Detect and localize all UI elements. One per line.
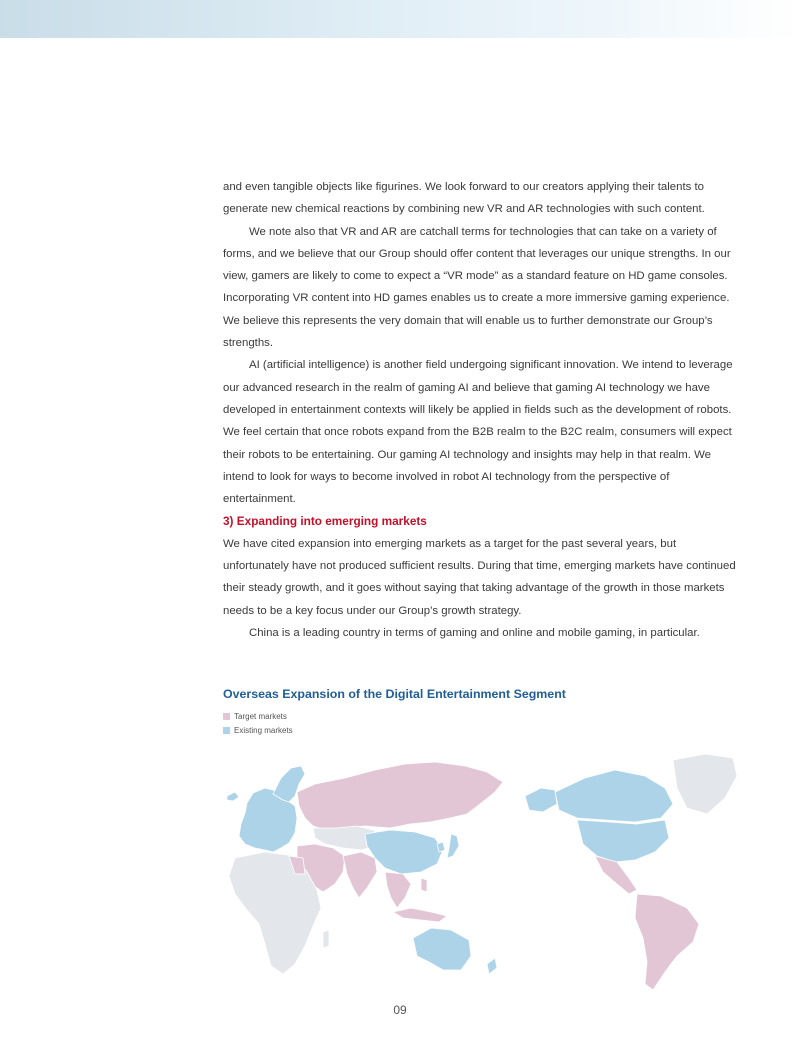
map-region-usa bbox=[577, 820, 669, 862]
legend-label: Existing markets bbox=[234, 725, 293, 735]
map-region-australia bbox=[413, 928, 471, 970]
map-title: Overseas Expansion of the Digital Entertainment Segment bbox=[223, 687, 566, 701]
legend-swatch-target bbox=[223, 713, 230, 720]
paragraph: China is a leading country in terms of gaming and online and mobile gaming, in particular. bbox=[249, 626, 700, 639]
map-region-new-zealand bbox=[487, 958, 497, 974]
map-region-south-america bbox=[635, 894, 699, 990]
map-legend bbox=[223, 709, 293, 737]
legend-swatch-existing bbox=[223, 727, 230, 734]
map-region-russia bbox=[297, 762, 503, 830]
map-region-alaska bbox=[525, 788, 557, 812]
legend-item-target bbox=[223, 709, 293, 723]
world-map bbox=[225, 748, 740, 998]
map-region-greenland bbox=[673, 754, 737, 814]
legend-label: Target markets bbox=[234, 711, 287, 721]
paragraph: and even tangible objects like figurines. We look forward to our creators applying their talents to generate new chemical reactions by combining new VR and AR technologies with such content. bbox=[223, 181, 705, 216]
map-region-philippines bbox=[421, 878, 427, 892]
legend-item-existing bbox=[223, 723, 293, 737]
map-region-mexico bbox=[595, 856, 637, 894]
paragraph: We have cited expansion into emerging markets as a target for the past several years, but unfortunately have not produced sufficient results. During that time, emerging markets have continued their steady growth, and it goes without saying that taking advantage of the growth in those markets needs to be a key focus under our Group’s growth strategy. bbox=[223, 537, 736, 617]
body-text bbox=[223, 176, 743, 644]
header-band bbox=[0, 0, 800, 38]
map-region-southeast-asia bbox=[385, 872, 411, 908]
section-heading: 3) Expanding into emerging markets bbox=[223, 514, 427, 529]
map-region-indonesia bbox=[393, 908, 447, 922]
paragraph: We note also that VR and AR are catchall terms for technologies that can take on a variety of forms, and we believe that our Group should offer content that leverages our unique strengths. In our view, gamers are likely to come to expect a “VR mode” as a standard feature on HD game consoles. Incorporating VR content into HD games enables us to create a more immersive gaming experience. We believe this represents the very domain that will enable us to further demonstrate our Group’s strengths. bbox=[223, 225, 731, 350]
map-region-iceland bbox=[227, 792, 239, 801]
map-region-india bbox=[343, 852, 377, 898]
map-region-madagascar bbox=[323, 930, 329, 948]
paragraph: AI (artificial intelligence) is another field undergoing significant innovation. We intend to leverage our advanced research in the realm of gaming AI and believe that gaming AI technology we have developed in entertainment contexts will likely be applied in fields such as the development of robots. We feel certain that once robots expand from the B2B realm to the B2C realm, consumers will expect their robots to be entertaining. Our gaming AI technology and insights may help in that realm. We intend to look for ways to become involved in robot AI technology from the perspective of entertainment. bbox=[223, 359, 733, 506]
page-number: 09 bbox=[393, 1003, 407, 1017]
map-region-canada bbox=[555, 770, 673, 822]
map-region-japan bbox=[447, 834, 459, 858]
